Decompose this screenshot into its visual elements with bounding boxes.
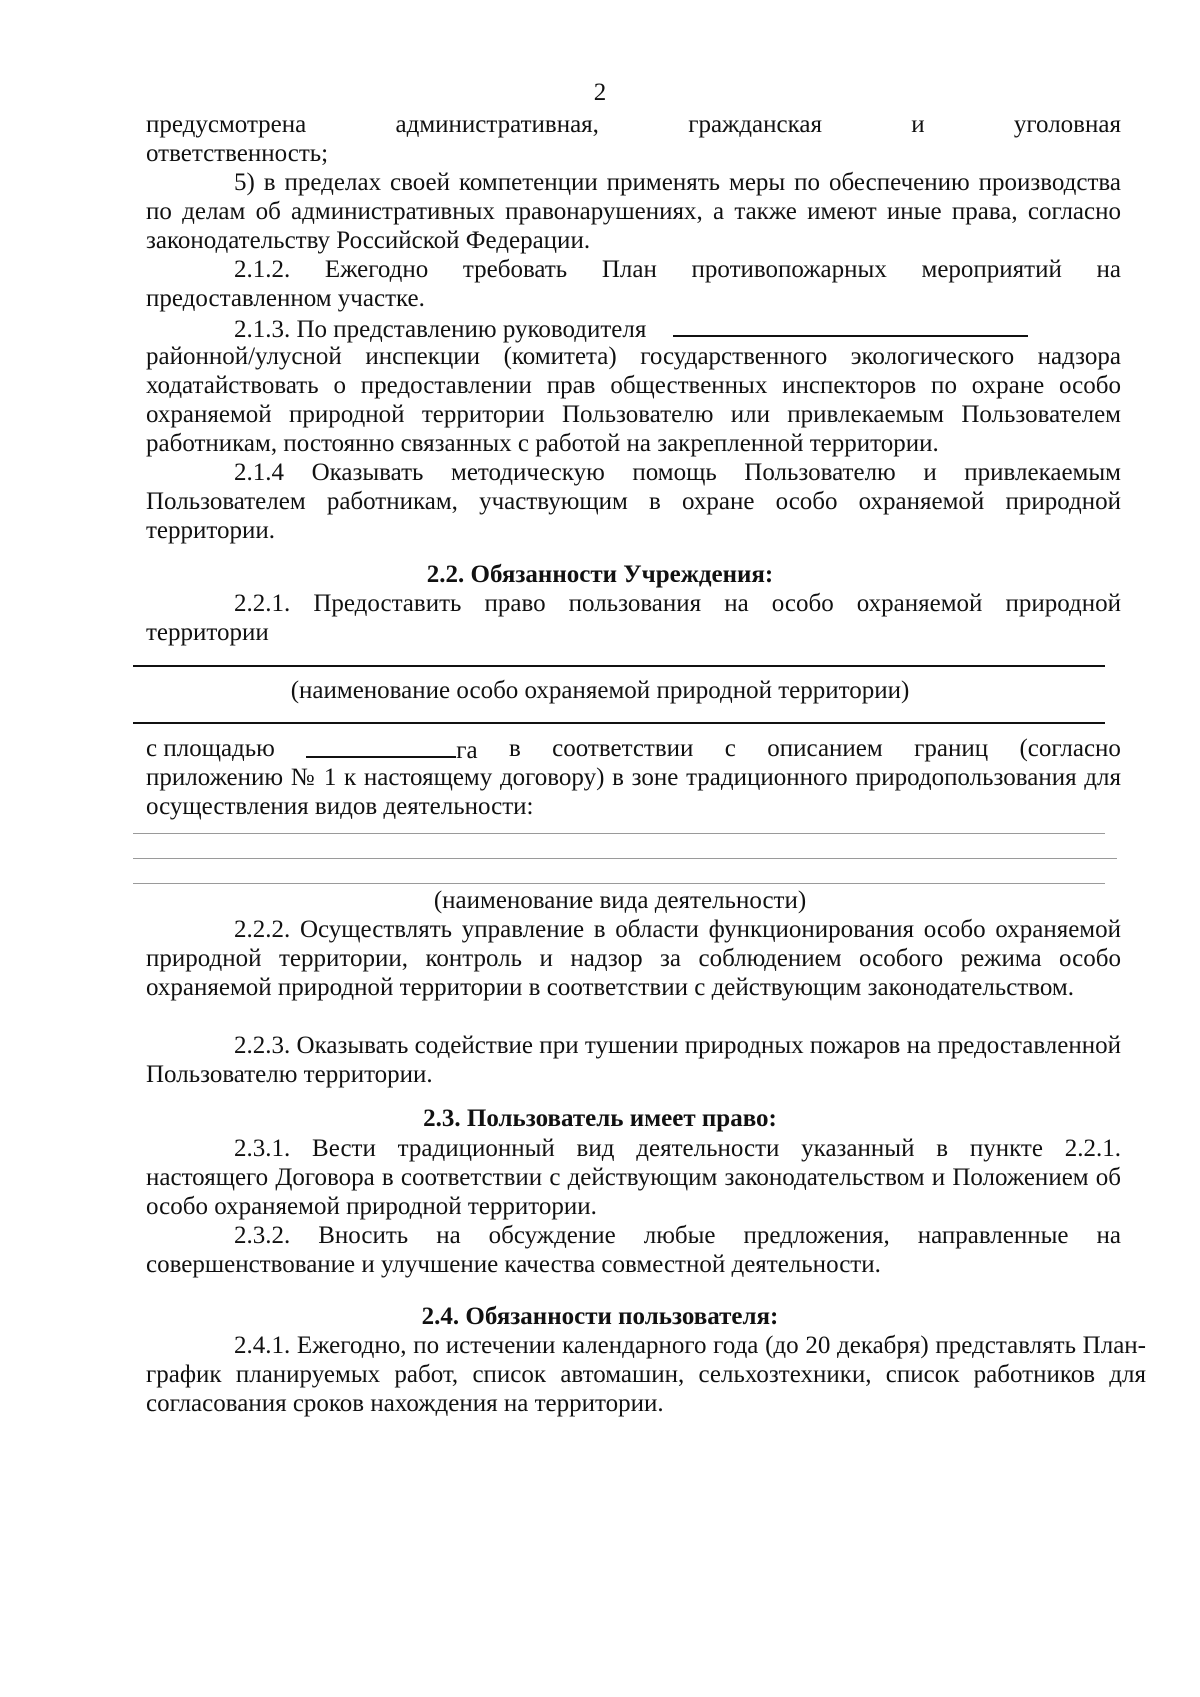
- area-word: га: [456, 737, 478, 764]
- heading-2-4: 2.4. Обязанности пользователя:: [421, 1303, 779, 1330]
- territory-name-line: [133, 665, 1105, 667]
- paragraph-2-1-3-start: 2.1.3. По представлению руководителя: [234, 316, 647, 343]
- paragraph-area-rest: приложению № 1 к настоящему договору) в зоне традиционного природопользования для осуществления видов деятельности:: [146, 764, 1121, 820]
- paragraph-2-3-1: 2.3.1. Вести традиционный вид деятельности указанный в пункте 2.2.1. настоящего Договора в соответствии с действующим законодательством и Положением об особо охраняемой природной территории.: [146, 1135, 1121, 1220]
- head-name-blank: [673, 313, 1028, 337]
- area-word: описанием: [767, 735, 883, 762]
- intro-word: административная,: [395, 111, 599, 138]
- intro-line-1: [146, 110, 1121, 139]
- intro-word: предусмотрена: [146, 111, 307, 138]
- intro-word: гражданская: [688, 111, 822, 138]
- paragraph-2-1-2: 2.1.2. Ежегодно требовать План противопожарных мероприятий на предоставленном участке.: [146, 256, 1121, 312]
- paragraph-2-2-2: 2.2.2. Осуществлять управление в области функционирования особо охраняемой природной территории, контроль и надзор за соблюдением особого режима особо охраняемой природной территории в соответствии с действующим законодательством.: [146, 916, 1121, 1001]
- area-line: [146, 734, 1121, 765]
- page-number: 2: [593, 79, 607, 106]
- activity-line-2: [133, 858, 1117, 859]
- area-word: в: [508, 735, 521, 762]
- area-word: соответствии: [552, 735, 694, 762]
- area-word: с: [724, 735, 736, 762]
- territory-name-line-2: [133, 722, 1105, 724]
- activity-line-3: [133, 883, 1105, 884]
- intro-word: и: [911, 111, 925, 138]
- intro-line-2: ответственность;: [146, 140, 329, 167]
- paragraph-2-2-3: 2.2.3. Оказывать содействие при тушении природных пожаров на предоставленной Пользователю территории.: [146, 1032, 1121, 1088]
- paragraph-2-1-4: 2.1.4 Оказывать методическую помощь Пользователю и привлекаемым Пользователем работникам, участвующим в охране особо охраняемой природной территории.: [146, 459, 1121, 544]
- paragraph-2-3-2: 2.3.2. Вносить на обсуждение любые предложения, направленные на совершенствование и улучшение качества совместной деятельности.: [146, 1222, 1121, 1278]
- activity-line-1: [133, 833, 1105, 834]
- heading-2-2: 2.2. Обязанности Учреждения:: [426, 561, 774, 588]
- paragraph-2-2-1: 2.2.1. Предоставить право пользования на особо охраняемой природной территории: [146, 590, 1121, 646]
- area-word: (согласно: [1019, 735, 1121, 762]
- area-word: границ: [914, 735, 989, 762]
- area-blank: [306, 734, 456, 758]
- paragraph-2-4-1: 2.4.1. Ежегодно, по истечении календарного года (до 20 декабря) представлять План-график планируемых работ, список автомашин, сельхозтехники, список работников для согласования сроков нахождения на территории.: [146, 1332, 1146, 1417]
- activity-caption: (наименование вида деятельности): [433, 887, 807, 914]
- paragraph-2-1-3-first-line: [146, 313, 1121, 344]
- paragraph-2-1-3-rest: районной/улусной инспекции (комитета) государственного экологического надзора ходатайствовать о предоставлении прав общественных инспекторов по охране особо охраняемой природной территории Пользователю или привлекаемым Пользователем работникам, постоянно связанных с работой на закрепленной территории.: [146, 343, 1121, 457]
- heading-2-3: 2.3. Пользователь имеет право:: [423, 1105, 777, 1132]
- area-word: с площадью: [146, 735, 275, 762]
- intro-word: уголовная: [1013, 111, 1121, 138]
- paragraph-item-5: 5) в пределах своей компетенции применять меры по обеспечению производства по делам об административных правонарушениях, а также имеют иные права, согласно законодательству Российской Федерации.: [146, 169, 1121, 254]
- territory-name-caption: (наименование особо охраняемой природной территории): [290, 677, 910, 704]
- area-blank-group: [306, 734, 477, 765]
